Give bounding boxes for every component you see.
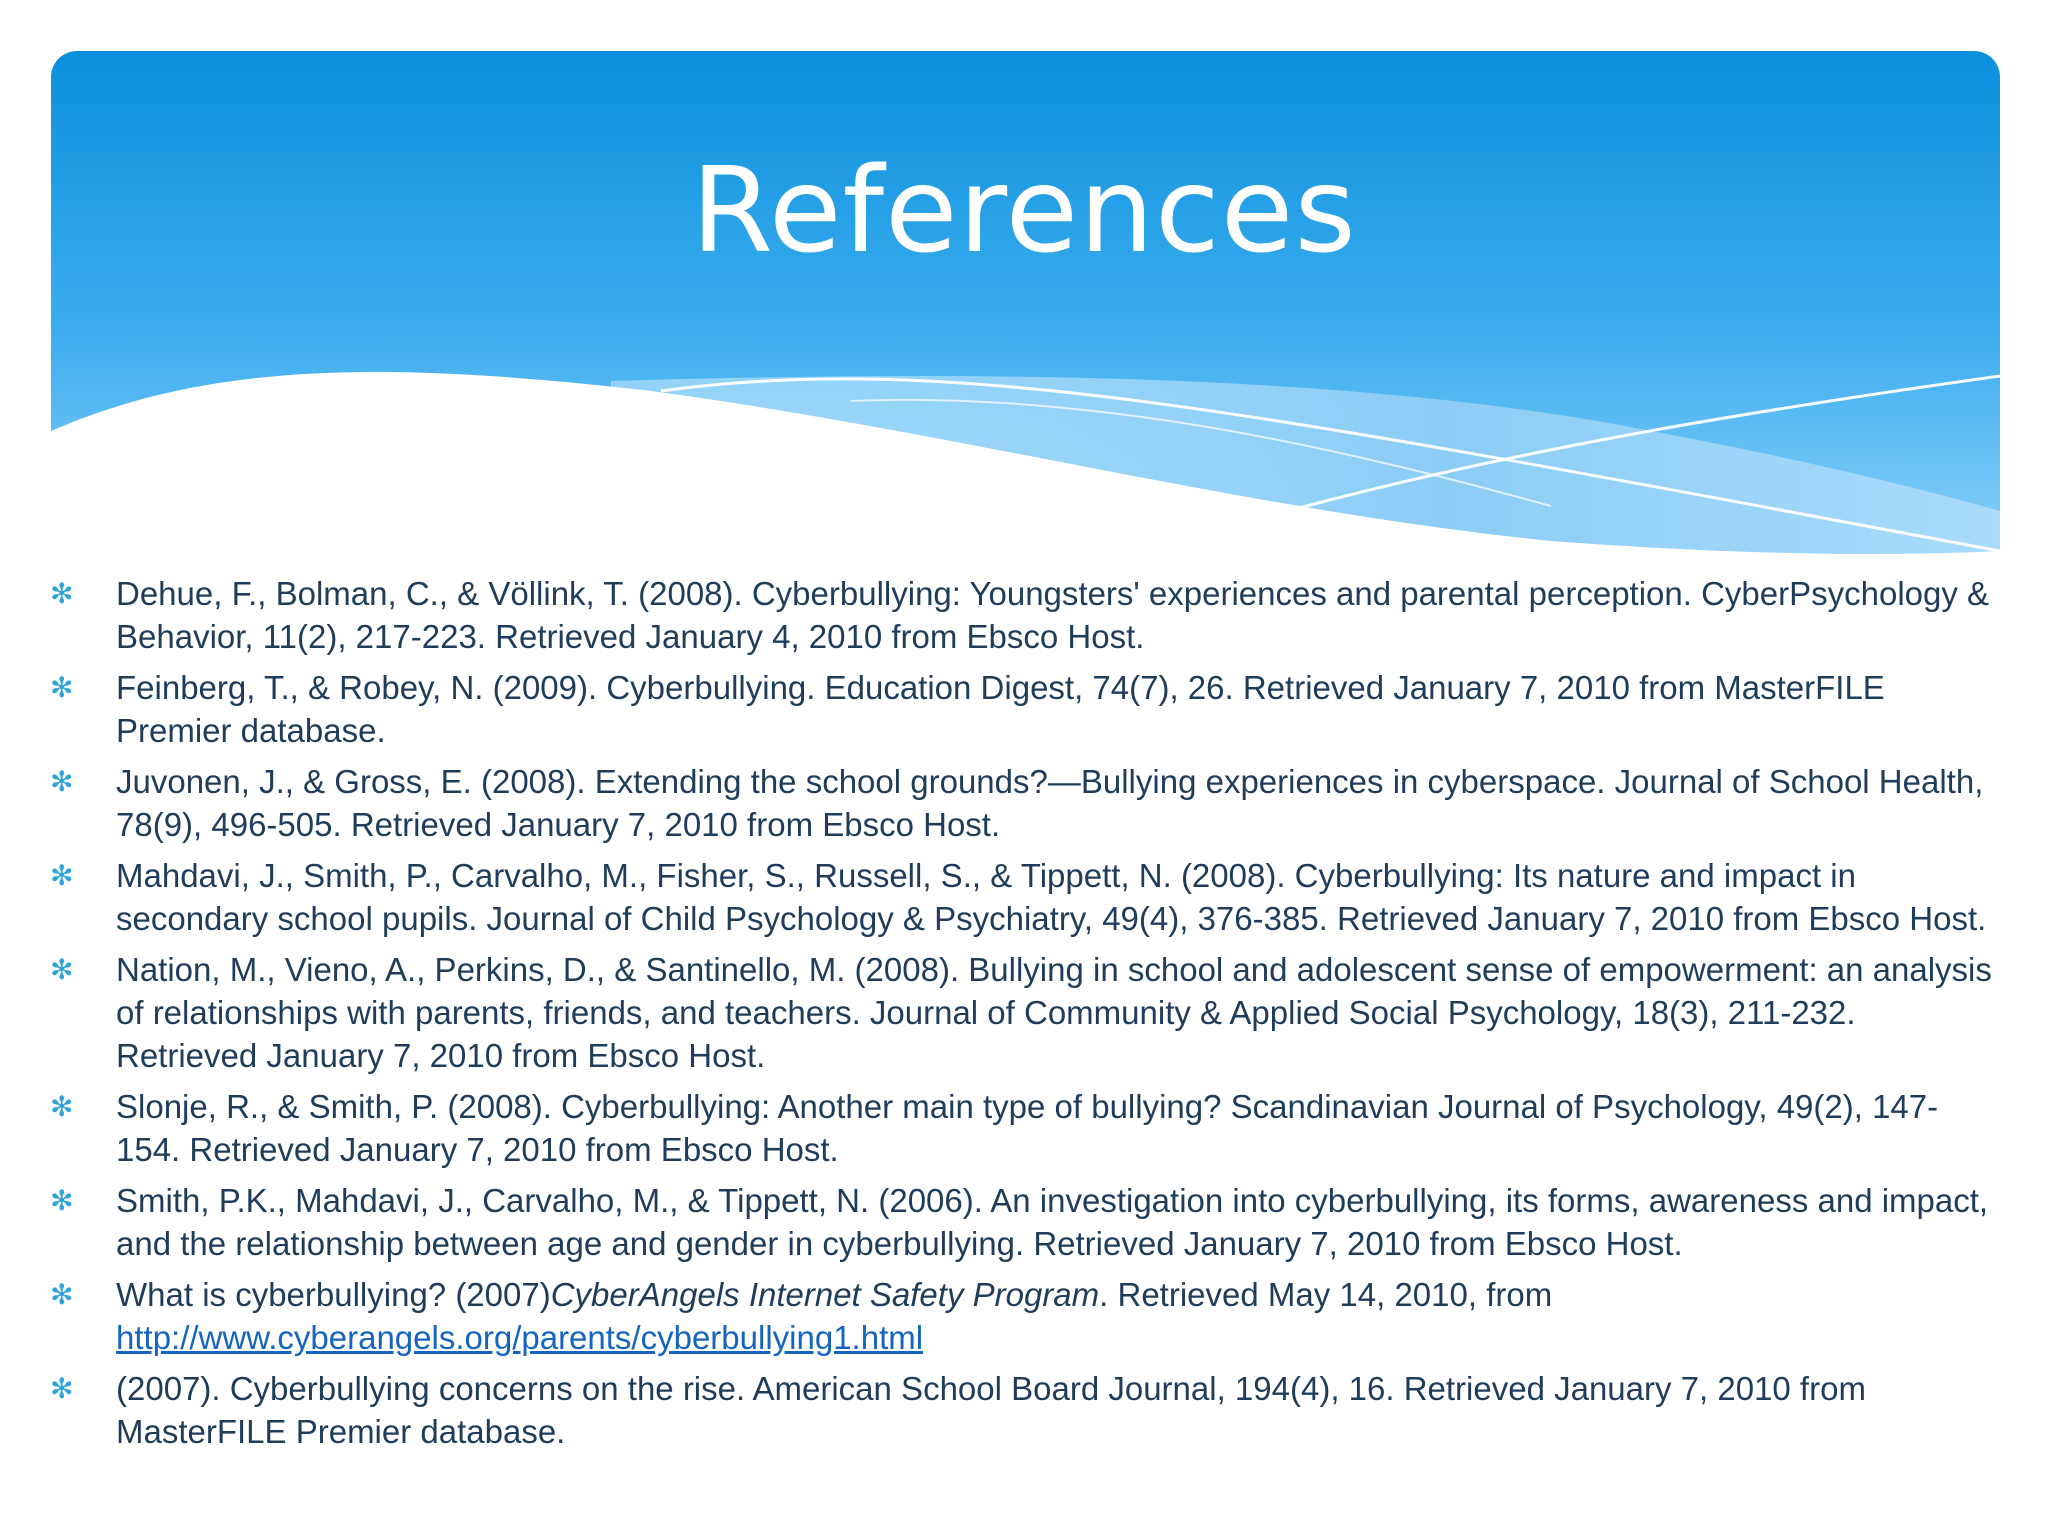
asterisk-bullet-icon: ✻ [50, 766, 74, 797]
reference-text: Mahdavi, J., Smith, P., Carvalho, M., Fisher, S., Russell, S., & Tippett, N. (2008). Cyberbullying: Its nature and impact in secondary school pupils. Journal of Child Psychology & Psychiatry, 49(4), 376-385. Retrieved January 7, 2010 from Ebsco Host. [116, 857, 1987, 937]
asterisk-bullet-icon: ✻ [50, 1373, 74, 1404]
reference-prefix: What is cyberbullying? (2007) [116, 1276, 551, 1313]
list-item [48, 1179, 1998, 1265]
wave-background [51, 51, 2000, 571]
reference-text: (2007). Cyberbullying concerns on the rise. American School Board Journal, 194(4), 16. Retrieved January 7, 2010 from MasterFILE Premier database. [116, 1370, 1866, 1450]
asterisk-bullet-icon: ✻ [50, 672, 74, 703]
list-item [48, 666, 1998, 752]
reference-text: Dehue, F., Bolman, C., & Völlink, T. (2008). Cyberbullying: Youngsters' experiences and parental perception. CyberPsychology & Behavior, 11(2), 217-223. Retrieved January 4, 2010 from Ebsco Host. [116, 575, 1990, 655]
reference-italic-title: CyberAngels Internet Safety Program [550, 1276, 1100, 1313]
reference-suffix: . Retrieved May 14, 2010, from [1099, 1276, 1553, 1313]
asterisk-bullet-icon: ✻ [50, 1091, 74, 1122]
asterisk-bullet-icon: ✻ [50, 860, 74, 891]
reference-text: Nation, M., Vieno, A., Perkins, D., & Santinello, M. (2008). Bullying in school and adolescent sense of empowerment: an analysis of relationships with parents, friends, and teachers. Journal of Community & Applied Social Psychology, 18(3), 211-232. Retrieved January 7, 2010 from Ebsco Host. [116, 951, 1992, 1074]
list-item [48, 1273, 1998, 1359]
reference-text: Slonje, R., & Smith, P. (2008). Cyberbullying: Another main type of bullying? Scandinavian Journal of Psychology, 49(2), 147-154. Retrieved January 7, 2010 from Ebsco Host. [116, 1088, 1939, 1168]
list-item [48, 572, 1998, 658]
list-item [48, 1367, 1998, 1453]
header-banner [51, 51, 2000, 571]
reference-text: Feinberg, T., & Robey, N. (2009). Cyberbullying. Education Digest, 74(7), 26. Retrieved January 7, 2010 from MasterFILE Premier database. [116, 669, 1885, 749]
list-item [48, 948, 1998, 1077]
page-title: References [691, 141, 1357, 279]
asterisk-bullet-icon: ✻ [50, 954, 74, 985]
reference-link[interactable]: http://www.cyberangels.org/parents/cyberbullying1.html [116, 1319, 924, 1356]
list-item [48, 760, 1998, 846]
list-item [48, 854, 1998, 940]
asterisk-bullet-icon: ✻ [50, 1185, 74, 1216]
reference-list [48, 572, 1998, 1461]
reference-text: Smith, P.K., Mahdavi, J., Carvalho, M., & Tippett, N. (2006). An investigation into cyberbullying, its forms, awareness and impact, and the relationship between age and gender in cyberbullying. Retrieved January 7, 2010 from Ebsco Host. [116, 1182, 1989, 1262]
asterisk-bullet-icon: ✻ [50, 578, 74, 609]
reference-text: Juvonen, J., & Gross, E. (2008). Extending the school grounds?—Bullying experiences in cyberspace. Journal of School Health, 78(9), 496-505. Retrieved January 7, 2010 from Ebsco Host. [116, 763, 1984, 843]
list-item [48, 1085, 1998, 1171]
asterisk-bullet-icon: ✻ [50, 1279, 74, 1310]
